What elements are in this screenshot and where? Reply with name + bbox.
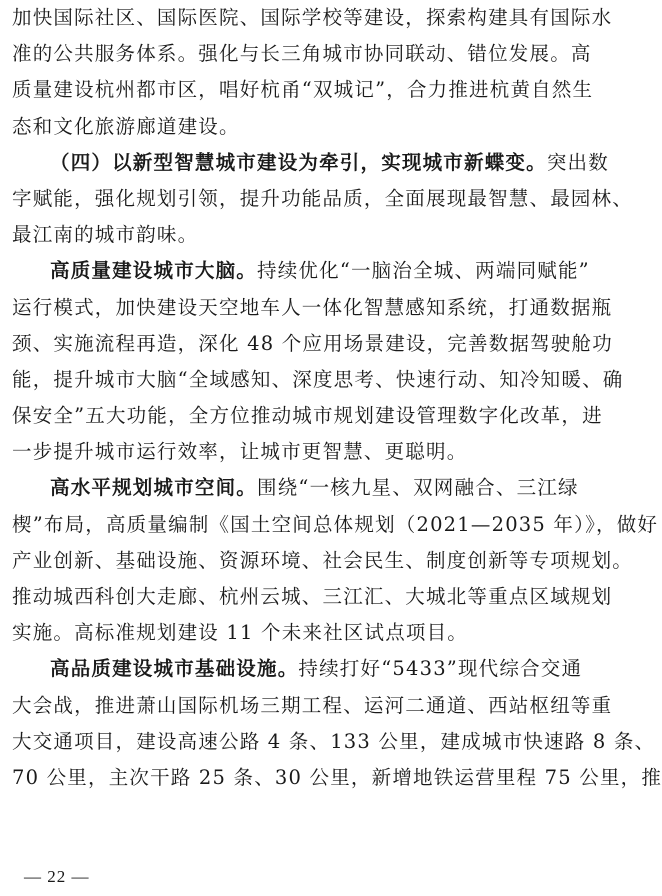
- text-run: 围绕“一核九星、双网融合、三江绿: [257, 476, 579, 500]
- text-line: 加快国际社区、国际医院、国际学校等建设，探索构建具有国际水: [12, 6, 613, 29]
- text-line: 保安全”五大功能，全方位推动城市规划建设管理数字化改革，进: [12, 404, 603, 428]
- paragraph-lead: 高品质建设城市基础设施。: [50, 657, 299, 681]
- paragraph-5: [12, 651, 662, 796]
- text-line: 大会战，推进萧山国际机场三期工程、运河二通道、西站枢纽等重: [12, 693, 613, 717]
- text-line: [12, 470, 602, 506]
- paragraph-lead: 高质量建设城市大脑。: [50, 259, 258, 283]
- text-line: 大交通项目，建设高速公路 4 条、133 公里，建成城市快速路 8 条、: [12, 729, 656, 753]
- section-heading: （四）以新型智慧城市建设为牵引，实现城市新蝶变。: [50, 150, 547, 174]
- text-line: 产业创新、基础设施、资源环境、社会民生、制度创新等专项规划。: [12, 548, 634, 572]
- paragraph-3: [12, 253, 624, 470]
- text-run: 持续优化“一脑治全城、两端同赋能”: [257, 259, 590, 283]
- text-line: 态和文化旅游廊道建设。: [12, 114, 240, 138]
- text-line: 楔”布局，高质量编制《国土空间总体规划（2021—2035 年）》，做好: [12, 512, 659, 536]
- text-line: 颈、实施流程再造，深化 48 个应用场景建设，完善数据驾驶舱功: [12, 331, 613, 355]
- text-line: 一步提升城市运行效率，让城市更智慧、更聪明。: [12, 440, 468, 464]
- text-line: 运行模式，加快建设天空地车人一体化智慧感知系统，打通数据瓶: [12, 295, 613, 319]
- text-line: 推动城西科创大走廊、杭州云城、三江汇、大城北等重点区域规划: [12, 585, 613, 608]
- text-line: [12, 651, 602, 687]
- text-line: 最江南的城市韵味。: [12, 223, 199, 247]
- text-line: 质量建设杭州都市区，唱好杭甬“双城记”，合力推进杭黄自然生: [12, 78, 594, 102]
- text-line: 能，提升城市大脑“全域感知、深度思考、快速行动、知冷知暖、确: [12, 367, 624, 391]
- paragraph-2: [12, 145, 634, 254]
- paragraph-4: [12, 470, 659, 651]
- text-line: 字赋能，强化规划引领，提升功能品质，全面展现最智慧、最园林、: [12, 186, 634, 210]
- text-line: [12, 145, 609, 181]
- page-number: — 22 —: [24, 867, 90, 886]
- document-page: [12, 0, 662, 796]
- text-line: 实施。高标准规划建设 11 个未来社区试点项目。: [12, 621, 469, 645]
- text-run: 突出数: [546, 150, 609, 174]
- text-run: 持续打好“5433”现代综合交通: [298, 657, 583, 681]
- paragraph-1: [12, 0, 613, 145]
- text-line: [12, 253, 602, 289]
- text-line: 70 公里，主次干路 25 条、30 公里，新增地铁运营里程 75 公里，推: [12, 765, 662, 789]
- paragraph-lead: 高水平规划城市空间。: [50, 476, 258, 500]
- text-line: 准的公共服务体系。强化与长三角城市协同联动、错位发展。高: [12, 42, 592, 66]
